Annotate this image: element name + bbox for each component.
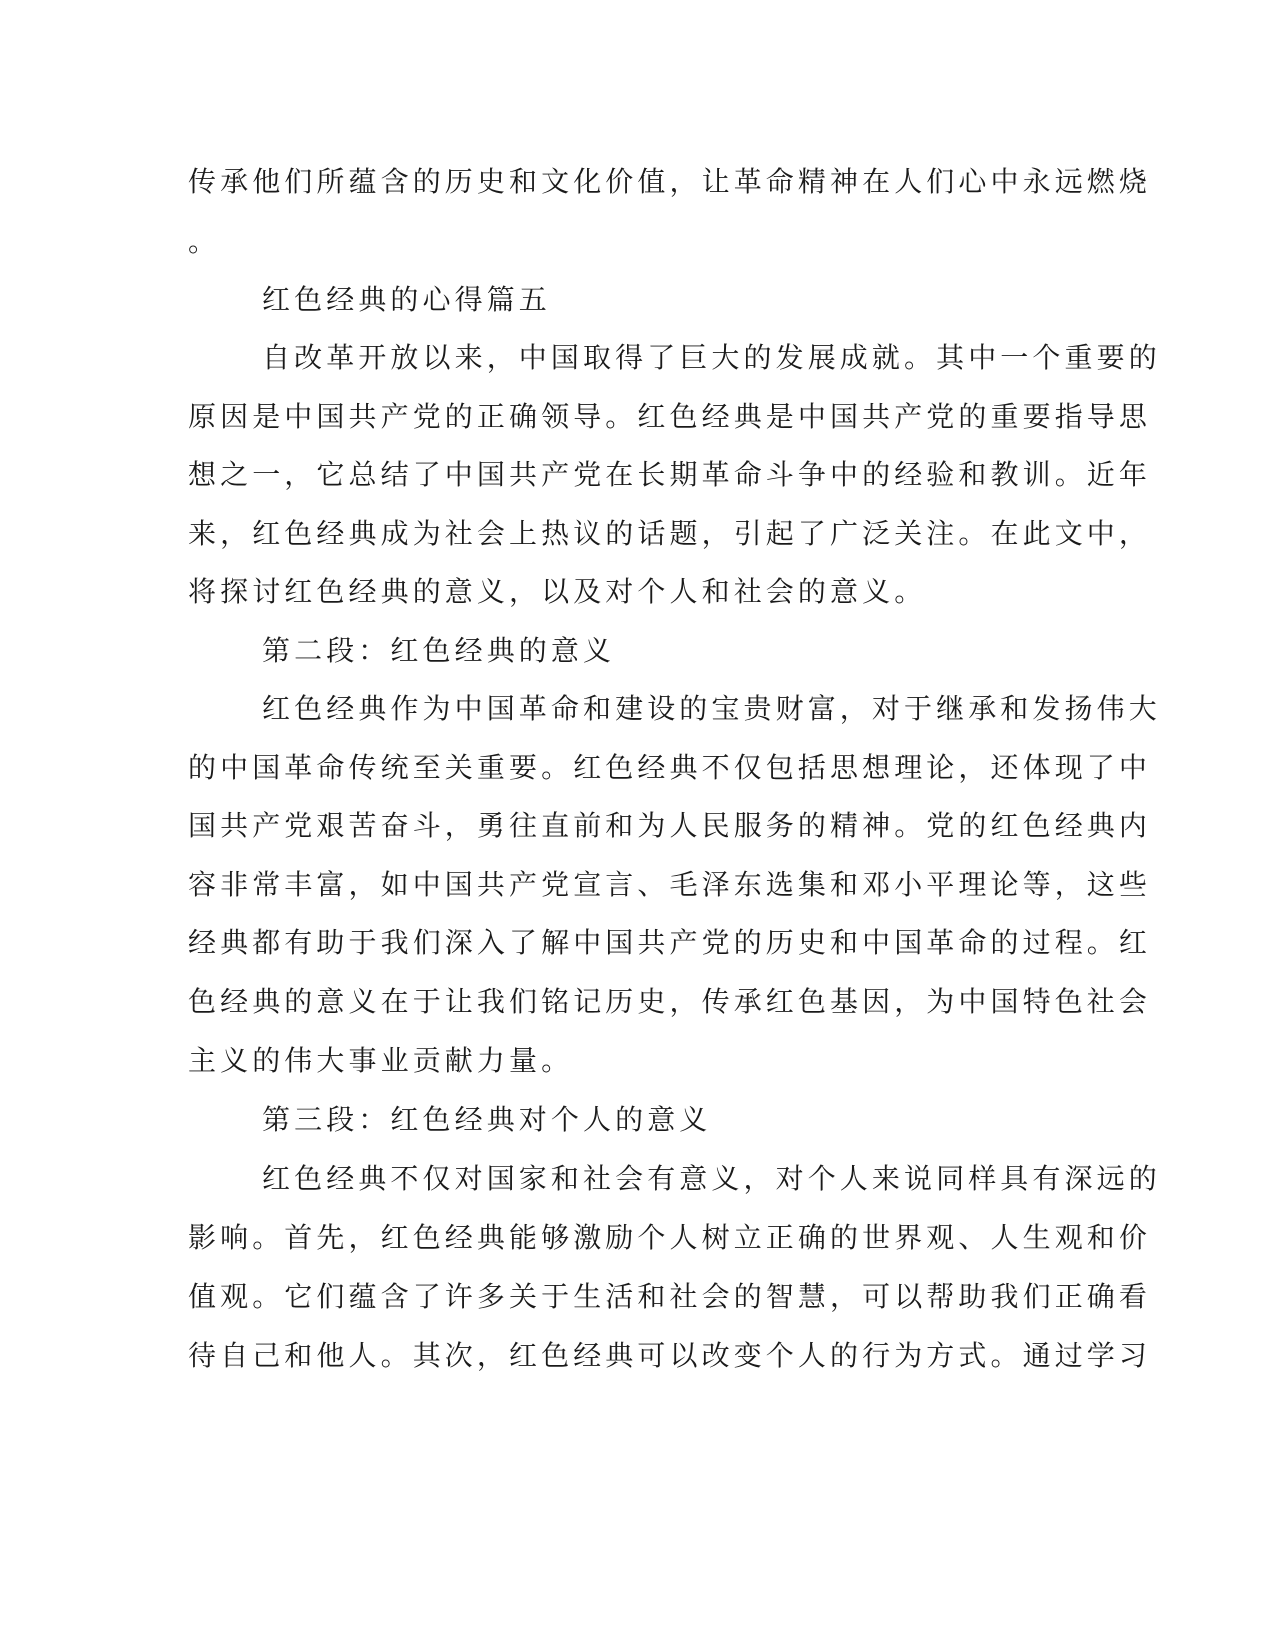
text-line: 色经典的意义在于让我们铭记历史，传承红色基因，为中国特色社会 (188, 985, 1152, 1018)
text-line: 想之一，它总结了中国共产党在长期革命斗争中的经验和教训。近年 (188, 458, 1152, 491)
text-line: 主义的伟大事业贡献力量。 (188, 1044, 574, 1077)
text-line: 红色经典作为中国革命和建设的宝贵财富，对于继承和发扬伟大 (262, 692, 1161, 725)
text-line: 红色经典不仅对国家和社会有意义，对个人来说同样具有深远的 (262, 1162, 1161, 1195)
text-line: 来，红色经典成为社会上热议的话题，引起了广泛关注。在此文中， (188, 517, 1152, 550)
section-heading: 第二段：红色经典的意义 (262, 634, 616, 667)
text-line: 容非常丰富，如中国共产党宣言、毛泽东选集和邓小平理论等，这些 (188, 868, 1152, 901)
text-line: 经典都有助于我们深入了解中国共产党的历史和中国革命的过程。红 (188, 926, 1152, 959)
section-heading: 第三段：红色经典对个人的意义 (262, 1103, 712, 1136)
text-line: 影响。首先，红色经典能够激励个人树立正确的世界观、人生观和价 (188, 1221, 1152, 1254)
text-line: 值观。它们蕴含了许多关于生活和社会的智慧，可以帮助我们正确看 (188, 1280, 1152, 1313)
text-line: 待自己和他人。其次，红色经典可以改变个人的行为方式。通过学习 (188, 1339, 1152, 1372)
text-line: 的中国革命传统至关重要。红色经典不仅包括思想理论，还体现了中 (188, 751, 1152, 784)
text-line: 国共产党艰苦奋斗，勇往直前和为人民服务的精神。党的红色经典内 (188, 809, 1152, 842)
text-line: 将探讨红色经典的意义，以及对个人和社会的意义。 (188, 575, 927, 608)
text-line: 。 (188, 225, 221, 258)
text-line: 传承他们所蕴含的历史和文化价值，让革命精神在人们心中永远燃烧 (188, 165, 1152, 198)
text-line: 原因是中国共产党的正确领导。红色经典是中国共产党的重要指导思 (188, 400, 1152, 433)
text-line: 自改革开放以来，中国取得了巨大的发展成就。其中一个重要的 (262, 341, 1161, 374)
section-heading: 红色经典的心得篇五 (262, 283, 551, 316)
